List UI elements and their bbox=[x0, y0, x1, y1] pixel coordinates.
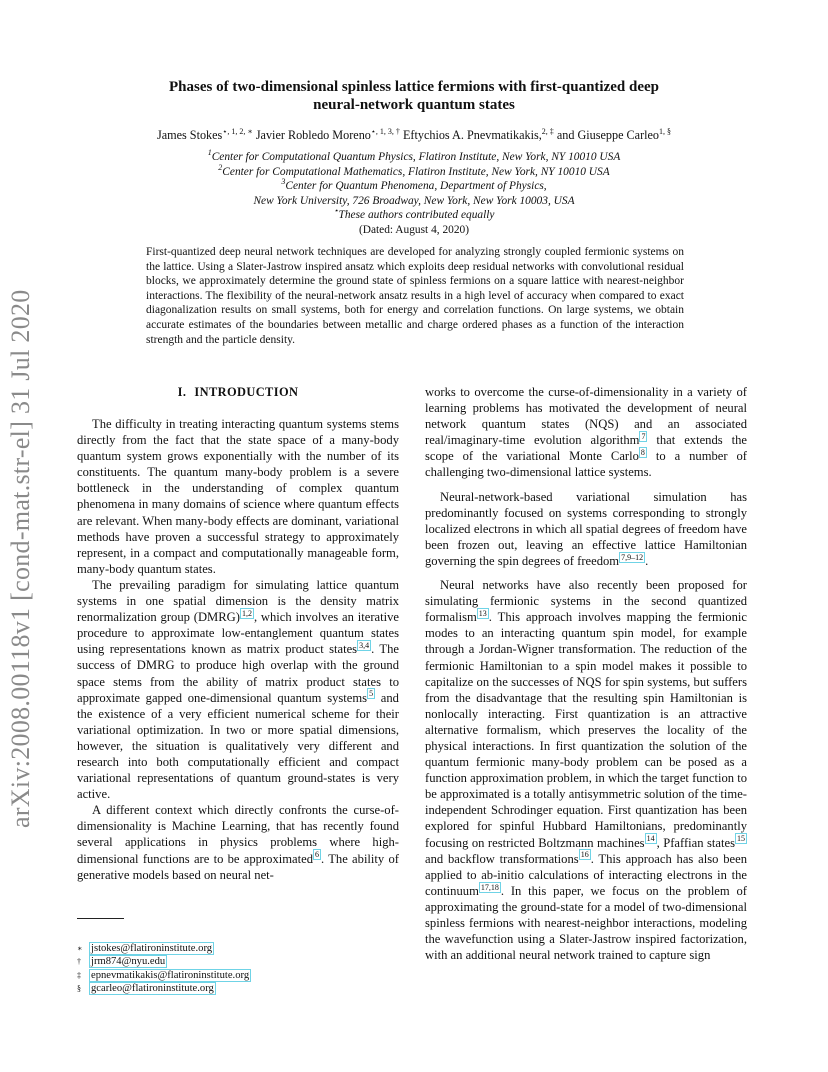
email-link[interactable]: gcarleo@flatironinstitute.org bbox=[91, 983, 214, 995]
author-name: James Stokes bbox=[156, 128, 223, 142]
citation-link[interactable]: 17,18 bbox=[480, 882, 499, 892]
footnote-mark: ∗ bbox=[77, 944, 83, 953]
title-line-1: Phases of two-dimensional spinless lattice fermions with first-quantized deep bbox=[169, 79, 659, 95]
dated-line: (Dated: August 4, 2020) bbox=[358, 223, 470, 236]
paragraph-text: The prevailing paradigm for simulating lattice quantum systems in one spatial dimension is the density matrix renormalization group (DMRG) bbox=[77, 577, 399, 625]
affiliation-mark: 3 bbox=[281, 177, 286, 187]
paragraph-text: . bbox=[645, 553, 649, 568]
paragraph-text: and backflow transformations bbox=[425, 851, 579, 866]
section-number: I. bbox=[177, 385, 187, 399]
affiliation-text: Center for Quantum Phenomena, Department of Physics, bbox=[285, 180, 547, 192]
citation-link[interactable]: 15 bbox=[737, 834, 746, 844]
paragraph-text: and the existence of a very efficient numerical scheme for their variational optimization. In two or more spatial dimensions, however, the situation is qualitatively very different and research into both computationally efficient and compact variational representations of quantum ground-states is very active. bbox=[77, 690, 399, 802]
affiliation-line bbox=[60, 150, 768, 165]
footnote-mark: † bbox=[77, 957, 81, 967]
citation-link[interactable]: 6 bbox=[315, 850, 320, 860]
author-affiliation-marks[interactable]: 2, ‡ bbox=[541, 126, 554, 136]
affiliation-text: Center for Computational Mathematics, Flatiron Institute, New York, NY 10010 USA bbox=[222, 165, 610, 178]
paragraph-text: . This approach has also been applied to ab-initio calculations of interacting electrons in the continuum bbox=[425, 851, 747, 898]
citation-link[interactable]: 3,4 bbox=[359, 641, 370, 651]
affiliation-mark: 1 bbox=[207, 148, 212, 158]
paragraph-text: that extends the scope of the variational Monte Carlo bbox=[425, 433, 748, 464]
affiliations bbox=[60, 150, 768, 237]
paragraph-text: . This approach involves mapping the fermionic modes to an interacting quantum spin model, for example through a Jordan-Wigner transformation. The reduction of the fermionic Hamiltonian to a spin model makes it possible to capitalize on the successes of NQS for spin systems, but suffers from the disadvantage that the resulting spin Hamiltonian is nonlocally interacting. First quantization is an attractive alternative formalism, which preserves the locality of the physical interactions. In first quantization the solution of the quantum fermionic many-body problem can be posed as a function approximation problem, in which the target function to be approximated is a totally antisymmetric solution of the time-independent Schrodinger equation. First quantization has been explored for spinful Hubbard Hamiltonians, predominantly focusing on restricted Boltzmann machines bbox=[425, 610, 747, 850]
author-name: and Giuseppe Carleo bbox=[556, 128, 660, 142]
paragraph-text: to a number of challenging two-dimensional lattice systems. bbox=[425, 449, 747, 480]
affiliation-line: New York University, 726 Broadway, New York, New York 10003, USA bbox=[253, 194, 575, 207]
citation-link[interactable]: 14 bbox=[646, 834, 655, 844]
email-link[interactable]: epnevmatikakis@flatironinstitute.org bbox=[91, 969, 250, 981]
arxiv-identifier: arXiv:2008.00118v1 [cond-mat.str-el] 31 Jul 2020 bbox=[6, 289, 35, 828]
paragraph-text: . In this paper, we focus on the problem of approximating the ground-state for a model of two-dimensional spinless fermions with nearest-neighbor interactions, modeling the wavefunction using a Slater-Jastrow inspired factorization, with an additional neural network trained to capture sign bbox=[425, 883, 747, 963]
paragraph: The difficulty in treating interacting quantum systems stems directly from the fact that the state space of a many-body quantum system grows exponentially with the number of its constituents. The quantum many-body problem is a severe bottleneck in the understanding of complex quantum phenomena in many domains of science where quantum effects are relevant. When many-body effects are dominant, variational methods have proven a successful strategy to approximately represent, in a compact and computationally manageable form, many-body quantum states. bbox=[77, 417, 399, 576]
paragraph-text: Neural networks have also recently been proposed for simulating fermionic systems in the second quantized formalism bbox=[425, 578, 747, 625]
footnotes bbox=[77, 942, 399, 996]
paragraph-text: works to overcome the curse-of-dimensionality in a variety of learning problems has motivated the development of neural network quantum states (NQS) and an associated real/imaginary-time evolution algorithm bbox=[425, 385, 747, 448]
citation-link[interactable]: 7,9–12 bbox=[621, 552, 644, 562]
footnote-mark: § bbox=[77, 984, 81, 994]
citation-link[interactable]: 1,2 bbox=[241, 608, 252, 618]
right-column bbox=[425, 384, 747, 963]
paper-title bbox=[80, 78, 748, 114]
left-column bbox=[77, 384, 399, 883]
affiliation-line bbox=[60, 179, 768, 194]
footnote bbox=[77, 942, 399, 955]
author-affiliation-marks[interactable]: 1, § bbox=[659, 126, 672, 136]
author-affiliation-marks[interactable]: ⋆, 1, 2, ∗ bbox=[222, 126, 253, 136]
citation-link[interactable]: 13 bbox=[478, 609, 487, 619]
affiliation-text: Center for Computational Quantum Physics, Flatiron Institute, New York, NY 10010 USA bbox=[211, 151, 621, 163]
paragraph-text: , Pfaffian states bbox=[656, 835, 736, 850]
abstract: First-quantized deep neural network techniques are developed for analyzing strongly coupled fermionic systems on the lattice. Using a Slater-Jastrow inspired ansatz which exploits deep residual networks with convolutional residual blocks, we approximately determine the ground state of spinless fermions on a square lattice with nearest-neighbor interactions. The flexibility of the neural-network ansatz results in a high level of accuracy when compared to exact diagonalization results on small systems, both for energy and correlation functions. On large systems, we obtain accurate estimates of the boundaries between metallic and charge ordered phases as a function of the interaction strength and the particle density. bbox=[146, 246, 684, 346]
footnote-mark: ‡ bbox=[77, 970, 81, 980]
citation-link[interactable]: 5 bbox=[369, 689, 374, 699]
section-heading bbox=[77, 384, 399, 398]
paragraph bbox=[77, 577, 399, 802]
paragraph bbox=[425, 384, 747, 481]
email-link[interactable]: jrm874@nyu.edu bbox=[91, 956, 166, 968]
paragraph-text: . The ability of generative models based on neural net- bbox=[77, 851, 399, 882]
paragraph bbox=[425, 489, 747, 569]
paragraph-text: . The success of DMRG to produce high overlap with the ground space stems from the ability of matrix product states to approximate gapped one-dimensional quantum systems bbox=[77, 642, 399, 705]
affiliation-mark: 2 bbox=[218, 162, 223, 172]
affiliation-text: These authors contributed equally bbox=[338, 209, 495, 221]
paragraph-text: , which involves an iterative procedure to approximate low-entanglement quantum states using representations known as matrix product states bbox=[77, 610, 399, 657]
author-name: Javier Robledo Moreno bbox=[255, 128, 371, 142]
citation-link[interactable]: 8 bbox=[640, 448, 645, 458]
author-name: Eftychios A. Pnevmatikakis, bbox=[402, 128, 542, 142]
paragraph-text: A different context which directly confronts the curse-of-dimensionality is Machine Learning, that has recently found several applications in physics problems where high-dimensional functions are to be approximated bbox=[77, 803, 399, 866]
paragraph-text: Neural-network-based variational simulation has predominantly focused on systems corresponding to strongly localized electrons in which all spatial degrees of freedom have been frozen out, leaving an effective lattice Hamiltonian governing the spin degrees of freedom bbox=[425, 489, 747, 568]
paragraph bbox=[77, 802, 399, 882]
title-line-2: neural-network quantum states bbox=[313, 97, 515, 113]
affiliation-mark: ⋆ bbox=[333, 206, 339, 216]
email-link[interactable]: jstokes@flatironinstitute.org bbox=[91, 943, 213, 954]
paragraph bbox=[425, 577, 747, 963]
equal-contribution-note bbox=[60, 208, 768, 223]
citation-link[interactable]: 7 bbox=[641, 432, 646, 442]
footnote-separator bbox=[77, 918, 124, 919]
author-list bbox=[60, 128, 768, 143]
footnote bbox=[77, 955, 399, 968]
affiliation-line bbox=[60, 162, 768, 180]
section-title: INTRODUCTION bbox=[194, 385, 299, 399]
author-affiliation-marks[interactable]: ⋆, 1, 3, † bbox=[370, 126, 400, 136]
citation-link[interactable]: 16 bbox=[580, 850, 589, 860]
footnote bbox=[77, 982, 399, 995]
footnote bbox=[77, 969, 399, 982]
